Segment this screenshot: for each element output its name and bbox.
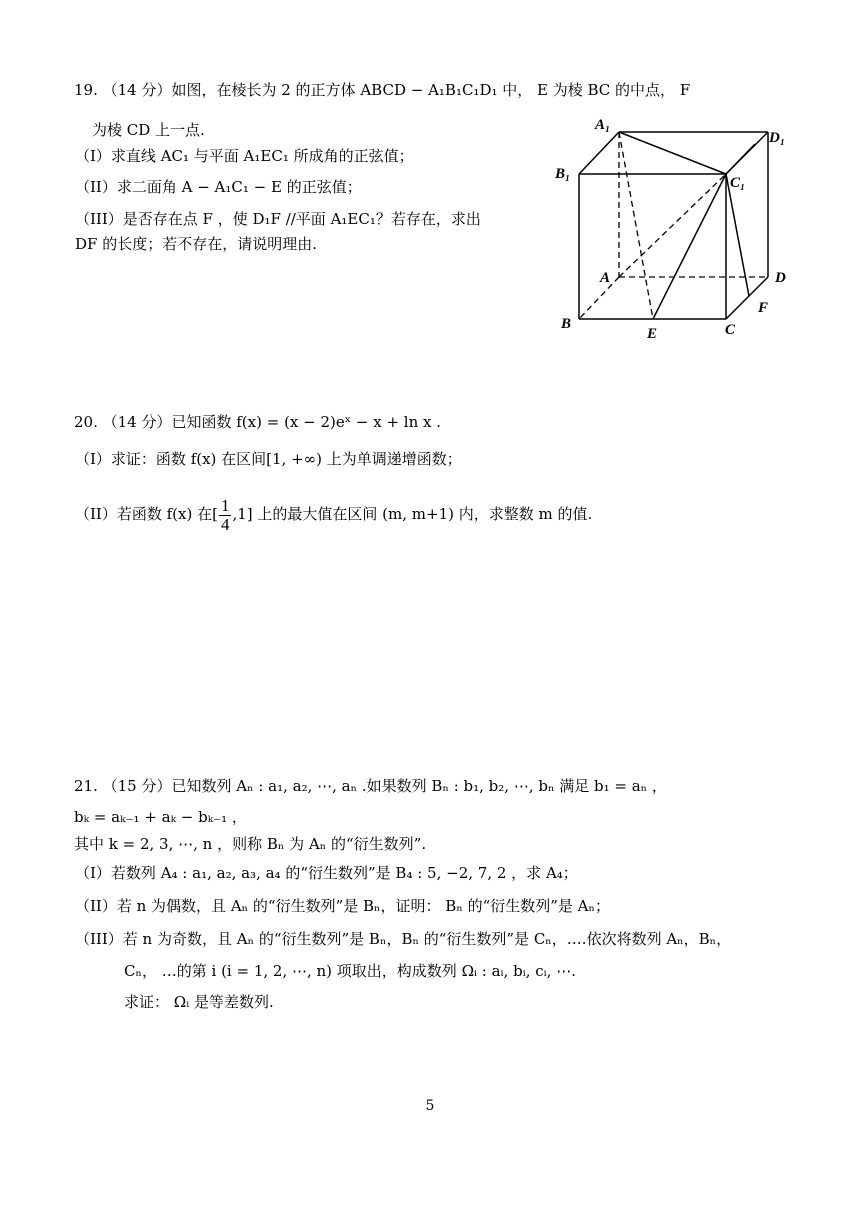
edge-c1-e [653,174,726,319]
q21-part-3b: Cₙ， …的第 i (i = 1, 2, ⋯, n) 项取出，构成数列 Ωᵢ : aᵢ, bᵢ, cᵢ, ⋯. [124,962,576,980]
q21-line-2: bₖ = aₖ₋₁ + aₖ − bₖ₋₁ ， [74,808,247,826]
edge-c1-d1-segment [726,144,755,174]
edge-a-b-hidden [579,277,619,319]
q19-line-2: 为棱 CD 上一点. [92,121,205,139]
page-number: 5 [425,1098,435,1114]
q21-part-3c: 求证： Ωᵢ 是等差数列. [124,993,274,1011]
label-a1: A₁ [595,117,611,133]
edge-c1-f [726,174,749,296]
q19-part-1: （I）求直线 AC₁ 与平面 A₁EC₁ 所成角的正弦值； [75,147,414,165]
label-d1: D₁ [769,130,786,146]
fraction-denominator: 4 [220,514,230,534]
label-a: A [600,270,611,286]
edge-a1-b1 [579,132,619,174]
q21-part-2: （II）若 n 为偶数，且 Aₙ 的“衍生数列”是 Bₙ，证明： Bₙ 的“衍生数列”是 Aₙ； [75,897,611,915]
edge-a-c1-hidden [619,174,726,277]
label-d: D [775,270,786,286]
q20-part-2-suffix: ,1] 上的最大值在区间 (m, m+1) 内，求整数 m 的值. [232,505,593,523]
cube-figure [553,112,793,342]
q20-part-2-prefix: （II）若函数 f(x) 在[ [75,505,218,523]
label-c: C [725,322,736,338]
q19-line-1: 19. （14 分）如图，在棱长为 2 的正方体 ABCD − A₁B₁C₁D₁ 中， E 为棱 BC 的中点， F [74,81,691,99]
q21-part-3a: （III）若 n 为奇数，且 Aₙ 的“衍生数列”是 Bₙ，Bₙ 的“衍生数列”是 Cₙ，….依次将数列 Aₙ，Bₙ， [75,930,732,948]
q19-part-3a: （III）是否存在点 F ，使 D₁F //平面 A₁EC₁？若存在，求出 [75,210,481,228]
q19-part-3b: DF 的长度；若不存在，请说明理由. [75,235,317,253]
one-quarter-fraction [219,497,232,534]
q21-line-3: 其中 k = 2, 3, ⋯, n ，则称 Bₙ 为 Aₙ 的“衍生数列”. [74,835,427,853]
label-b1: B₁ [555,166,571,182]
q21-part-1: （I）若数列 A₄ : a₁, a₂, a₃, a₄ 的“衍生数列”是 B₄ : 5, −2, 7, 2 ，求 A₄； [75,864,578,882]
label-f: F [758,300,769,316]
label-b: B [561,316,572,332]
label-e: E [647,326,658,342]
edge-a1-e-hidden [619,132,653,319]
fraction-numerator: 1 [220,495,230,515]
q19-part-2: （II）求二面角 A − A₁C₁ − E 的正弦值； [75,178,362,196]
edge-a1-c1 [619,132,726,174]
q21-line-1: 21. （15 分）已知数列 Aₙ : a₁, a₂, ⋯, aₙ .如果数列 Bₙ : b₁, b₂, ⋯, bₙ 满足 b₁ = aₙ ， [74,777,667,795]
q20-line-1: 20. （14 分）已知函数 f(x) = (x − 2)eˣ − x + ln x . [74,413,442,431]
q20-part-2 [75,493,592,535]
label-c1: C₁ [730,175,746,191]
q20-part-1: （I）求证：函数 f(x) 在区间[1, +∞) 上为单调递增函数； [75,450,462,468]
